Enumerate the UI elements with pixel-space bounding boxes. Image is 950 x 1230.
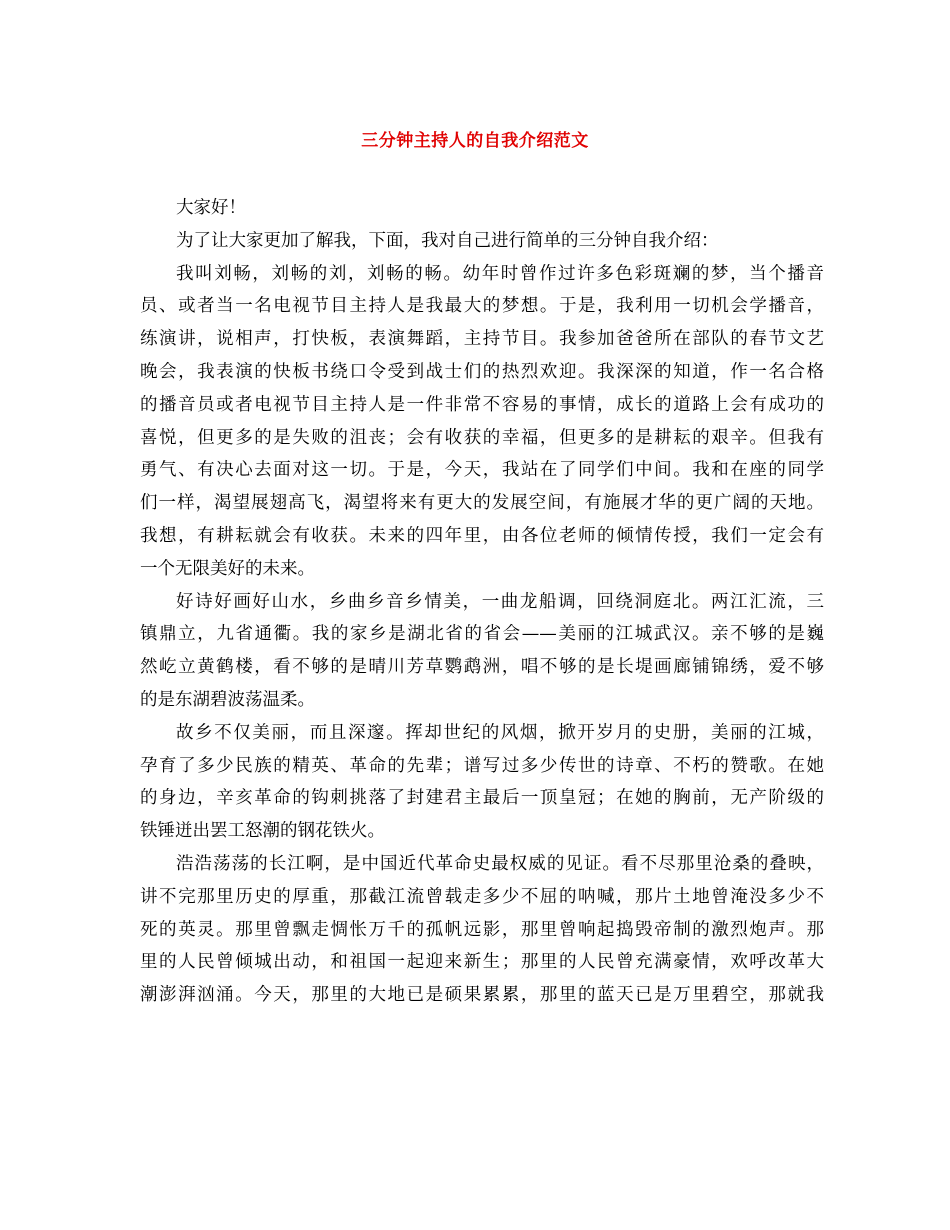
- text-line: 铁锤迸出罢工怒潮的钢花铁火。: [140, 821, 385, 842]
- text-line: 然屹立黄鹤楼，看不够的是晴川芳草鹦鹉洲，唱不够的是长堤画廊铺锦绣，爱不够: [140, 657, 824, 678]
- text-line: 勇气、有决心去面对这一切。于是，今天，我站在了同学们中间。我和在座的同学: [140, 460, 824, 481]
- text-line: 我叫刘畅，刘畅的刘，刘畅的畅。幼年时曾作过许多色彩斑斓的梦，当个播音: [176, 263, 824, 284]
- text-line: 讲不完那里历史的厚重，那截江流曾载走多少不屈的呐喊，那片土地曾淹没多少不: [140, 886, 824, 907]
- text-line: 的播音员或者电视节目主持人是一件非常不容易的事情，成长的道路上会有成功的: [140, 394, 824, 415]
- text-line: 我想，有耕耘就会有收获。未来的四年里，由各位老师的倾情传授，我们一定会有: [140, 525, 824, 546]
- document-title: 三分钟主持人的自我介绍范文: [361, 131, 589, 151]
- text-line: 员、或者当一名电视节目主持人是我最大的梦想。于是，我利用一切机会学播音，: [140, 296, 824, 317]
- text-line: 一个无限美好的未来。: [140, 558, 315, 579]
- text-line: 为了让大家更加了解我，下面，我对自己进行简单的三分钟自我介绍：: [176, 230, 719, 251]
- text-line: 故乡不仅美丽，而且深邃。挥却世纪的风烟，掀开岁月的史册，美丽的江城，: [176, 722, 824, 743]
- text-line: 里的人民曾倾城出动，和祖国一起迎来新生；那里的人民曾充满豪情，欢呼改革大: [140, 952, 824, 973]
- text-line: 镇鼎立，九省通衢。我的家乡是湖北省的省会——美丽的江城武汉。亲不够的是巍: [140, 624, 824, 645]
- text-line: 们一样，渴望展翅高飞，渴望将来有更大的发展空间，有施展才华的更广阔的天地。: [140, 493, 824, 514]
- text-line: 练演讲，说相声，打快板，表演舞蹈，主持节目。我参加爸爸所在部队的春节文艺: [140, 329, 824, 350]
- text-line: 死的英灵。那里曾飘走惆怅万千的孤帆远影，那里曾响起捣毁帝制的激烈炮声。那: [140, 919, 824, 940]
- text-line: 的是东湖碧波荡温柔。: [140, 689, 315, 710]
- text-line: 喜悦，但更多的是失败的沮丧；会有收获的幸福，但更多的是耕耘的艰辛。但我有: [140, 427, 824, 448]
- text-line: 浩浩荡荡的长江啊，是中国近代革命史最权威的见证。看不尽那里沧桑的叠映，: [176, 853, 824, 874]
- text-line: 好诗好画好山水，乡曲乡音乡情美，一曲龙船调，回绕洞庭北。两江汇流，三: [176, 591, 824, 612]
- text-line: 潮澎湃汹涌。今天，那里的大地已是硕果累累，那里的蓝天已是万里碧空，那就我: [140, 985, 824, 1006]
- text-line: 大家好！: [176, 198, 246, 218]
- document-body: [140, 192, 824, 1012]
- text-line: 晚会，我表演的快板书绕口令受到战士们的热烈欢迎。我深深的知道，作一名合格: [140, 361, 824, 382]
- text-line: 的身边，辛亥革命的钩刺挑落了封建君主最后一顶皇冠；在她的胸前，无产阶级的: [140, 788, 824, 809]
- text-line: 孕育了多少民族的精英、革命的先辈；谱写过多少传世的诗章、不朽的赞歌。在她: [140, 755, 824, 776]
